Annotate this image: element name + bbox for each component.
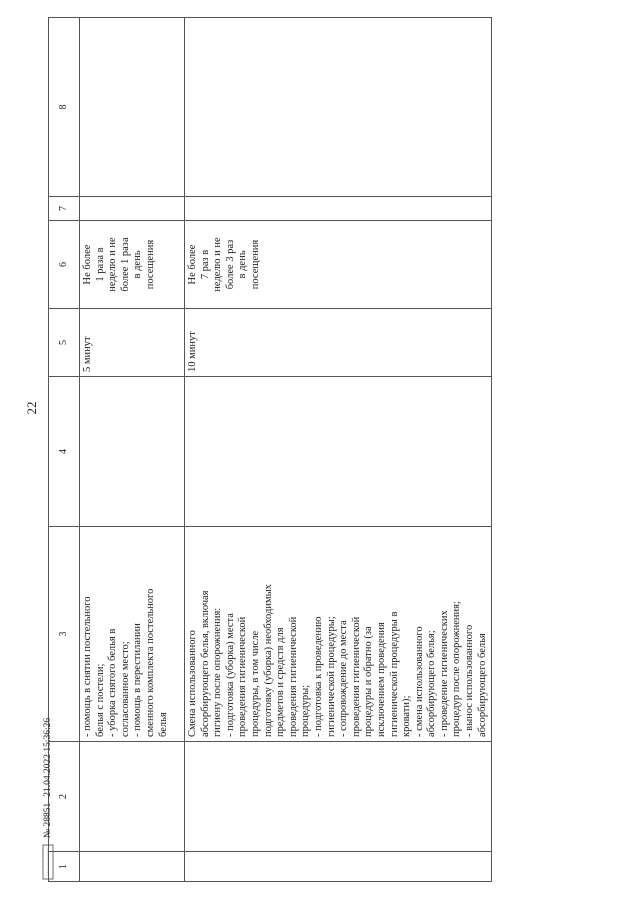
text-line: проведения гигиенической bbox=[237, 616, 249, 737]
text-line: - смена использованного bbox=[413, 626, 425, 737]
text-line: - помощь в перестилании bbox=[132, 623, 144, 737]
header-col-5: 5 bbox=[49, 309, 80, 377]
text-line: процедуры, в том числе bbox=[249, 630, 261, 737]
cell-col-4 bbox=[185, 377, 492, 527]
text-line: - проведение гигиенических bbox=[438, 610, 450, 737]
text-line: - уборка снятого белья в bbox=[107, 628, 119, 737]
registration-stamp bbox=[38, 600, 58, 880]
cell-col-8 bbox=[185, 18, 492, 197]
cell-col-7 bbox=[80, 197, 185, 221]
text-line: абсорбирующего белья, включая bbox=[199, 590, 211, 737]
text-line: посещения bbox=[249, 239, 261, 290]
doc-number: № 28851 bbox=[43, 802, 53, 838]
seal-icon bbox=[41, 844, 55, 880]
cell-service-description bbox=[185, 527, 492, 742]
text-line: проведения гигиенической bbox=[287, 616, 299, 737]
header-col-7: 7 bbox=[49, 197, 80, 221]
cell-col-7 bbox=[185, 197, 492, 221]
text-line: более 1 раза bbox=[119, 237, 131, 292]
text-line: предметов и средств для bbox=[275, 627, 287, 737]
text-line: проведения гигиенической bbox=[350, 616, 362, 737]
text-line: 7 раз в bbox=[199, 249, 211, 280]
text-line: неделю и не bbox=[212, 237, 224, 292]
text-line: более 3 раз bbox=[224, 239, 236, 290]
cell-col-2 bbox=[80, 742, 185, 852]
services-table bbox=[48, 17, 492, 882]
text-line: абсорбирующего белья bbox=[476, 633, 488, 737]
text-line: - сопровождение до места bbox=[338, 620, 350, 737]
text-line: посещения bbox=[144, 239, 156, 290]
table-row bbox=[80, 18, 185, 882]
cell-frequency bbox=[185, 221, 492, 309]
header-col-2: 2 bbox=[49, 742, 80, 852]
text-line: сменного комплекта постельного bbox=[144, 588, 156, 737]
doc-datetime: 21.04.2022 15:36:26 bbox=[43, 717, 53, 797]
text-line: Не более bbox=[187, 244, 198, 285]
header-col-8: 8 bbox=[49, 18, 80, 197]
text-line: процедуры и обратно (за bbox=[363, 626, 375, 737]
cell-service-description bbox=[80, 527, 185, 742]
cell-col-1 bbox=[80, 852, 185, 882]
text-line: в день bbox=[132, 250, 144, 279]
table-row bbox=[185, 18, 492, 882]
text-line: - помощь в снятии постельного bbox=[82, 596, 93, 737]
text-line: - подготовка (уборка) места bbox=[224, 613, 236, 737]
page-number: 22 bbox=[24, 401, 39, 415]
text-line: гигиенической процедуры; bbox=[325, 616, 337, 737]
text-line: Смена использованного bbox=[187, 630, 198, 737]
text-line: белья bbox=[157, 712, 169, 737]
text-line: гигиенической процедуры в bbox=[388, 611, 400, 737]
text-line: 1 раза в bbox=[94, 247, 106, 282]
text-line: кровати); bbox=[401, 695, 413, 737]
cell-frequency bbox=[80, 221, 185, 309]
cell-col-4 bbox=[80, 377, 185, 527]
text-line: - вынос использованного bbox=[464, 624, 476, 737]
text-line: Не более bbox=[82, 244, 93, 285]
document-table-sheet bbox=[48, 18, 568, 882]
text-line: абсорбирующего белья; bbox=[426, 630, 438, 737]
cell-duration: 10 минут bbox=[185, 309, 492, 377]
text-line: гигиену после опорожнения: bbox=[212, 607, 224, 737]
text-line: согласованное место; bbox=[119, 641, 131, 737]
text-line: неделю и не bbox=[107, 237, 119, 292]
cell-duration: 5 минут bbox=[80, 309, 185, 377]
header-col-4: 4 bbox=[49, 377, 80, 527]
header-col-6: 6 bbox=[49, 221, 80, 309]
cell-col-1 bbox=[185, 852, 492, 882]
text-line: в день bbox=[237, 250, 249, 279]
text-line: процедуры; bbox=[300, 684, 312, 737]
text-line: процедур после опорожнения; bbox=[451, 601, 463, 737]
text-line: подготовку (уборка) необходимых bbox=[262, 584, 274, 737]
text-line: исключением проведения bbox=[375, 622, 387, 737]
cell-col-2 bbox=[185, 742, 492, 852]
cell-col-8 bbox=[80, 18, 185, 197]
text-line: - подготовка к проведению bbox=[312, 616, 324, 737]
header-col-1: 1 bbox=[49, 852, 80, 882]
header-col-3: 3 bbox=[49, 527, 80, 742]
text-line: белья с постели; bbox=[94, 663, 106, 737]
